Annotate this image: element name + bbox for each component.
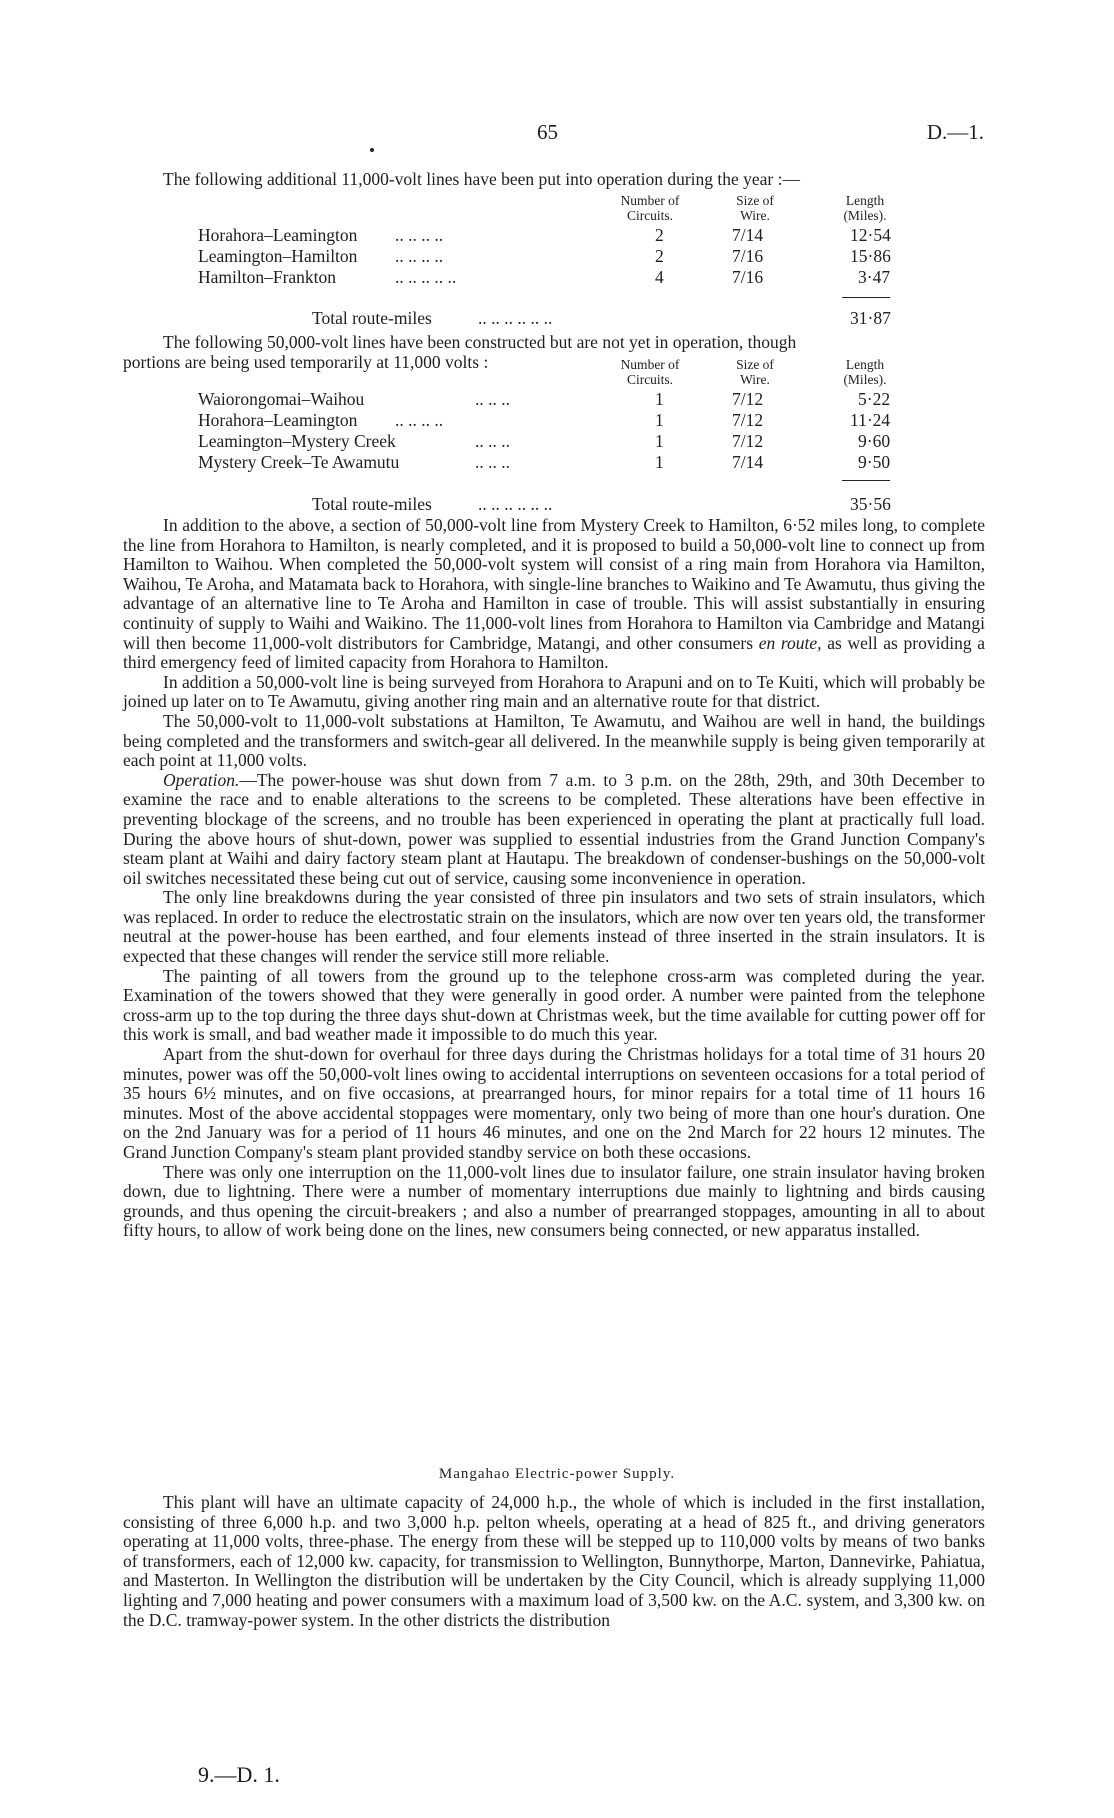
- operation-label: Operation.: [163, 769, 240, 790]
- paragraph-extension: [123, 516, 985, 673]
- print-mark: [370, 148, 374, 152]
- total-rule: [842, 297, 890, 298]
- paragraph-breakdowns: The only line breakdowns during the year consisted of three pin insulators and two sets of strain insulators, which was replaced. In order to reduce the electrostatic strain on the insulators, which are now over ten years old, the transformer neutral at the power-house has been earthed, and four elements instead of three inserted in the strain insulators. It is expected that these changes will render the service still more reliable.: [123, 887, 985, 967]
- length-value: 12·54: [850, 225, 891, 245]
- paragraph-text: —The power-house was shut down from 7 a.m. to 3 p.m. on the 28th, 29th, and 30th December to examine the race and to enable alterations to the screens to be completed. These alterations have been effective in preventing blockage of the screens, and no trouble has been experienced in operating the plant at practically full load. During the above hours of shut-down, power was supplied to essential industries from the Grand Junction Company's steam plant at Waihi and dairy factory steam plant at Hautapu. The breakdown of condenser-bushings on the 50,000-volt oil switches necessitated these being cut out of service, causing some inconvenience in operation.: [123, 769, 985, 888]
- total-label: Total route-miles: [312, 494, 432, 514]
- wire-value: 7/12: [732, 431, 764, 451]
- paragraph-painting: The painting of all towers from the ground up to the telephone cross-arm was completed during the year. Examination of the towers showed that they were generally in good order. A number were painted from the telephone cross-arm up to the top during the three days shut-down at Christmas week, but the time available for cutting power off for this work is small, and bad weather made it impossible to do much this year.: [123, 965, 985, 1045]
- leader-dots: .. .. .. .. ..: [395, 267, 457, 287]
- header-wire-line1: Size of: [736, 357, 774, 372]
- leader-dots: .. .. ..: [475, 389, 510, 409]
- table-row: [0, 225, 1114, 245]
- route-name: Hamilton–Frankton: [198, 267, 337, 287]
- header-circuits-line1: Number of: [620, 193, 680, 208]
- italic-phrase: en route,: [758, 632, 822, 653]
- length-value: 11·24: [850, 410, 891, 430]
- header-length-line2: (Miles).: [843, 208, 887, 223]
- table-row: [0, 410, 1114, 430]
- intro-11kv: The following additional 11,000-volt lines have been put into operation during the year :—: [163, 169, 800, 189]
- leader-dots: .. .. .. ..: [395, 246, 444, 266]
- route-name: Leamington–Hamilton: [198, 246, 358, 266]
- mangahao-text: [123, 1493, 985, 1630]
- header-length-line1: Length: [845, 193, 885, 208]
- circuits-value: 1: [655, 431, 664, 451]
- header-circuits-line2: Circuits.: [626, 208, 674, 223]
- page-footer: 9.—D. 1.: [198, 1762, 280, 1787]
- header-wire-50kv: [720, 357, 790, 387]
- header-length-line2: (Miles).: [843, 372, 887, 387]
- header-wire-line1: Size of: [736, 193, 774, 208]
- total-row: [0, 494, 1114, 514]
- page-number: 65: [537, 120, 558, 144]
- document-reference: D.—1.: [926, 120, 984, 144]
- route-name: Horahora–Leamington: [198, 225, 358, 245]
- leader-dots: .. .. ..: [475, 452, 510, 472]
- wire-value: 7/12: [732, 389, 764, 409]
- length-value: 15·86: [850, 246, 891, 266]
- table-row: [0, 431, 1114, 451]
- intro-50kv-line2: portions are being used temporarily at 11,000 volts :: [123, 352, 489, 372]
- circuits-value: 2: [655, 225, 664, 245]
- wire-value: 7/14: [732, 225, 764, 245]
- header-circuits-11kv: [605, 193, 695, 223]
- paragraph-text: In addition to the above, a section of 50,000-volt line from Mystery Creek to Hamilton, 6·52 miles long, to complete the line from Horahora to Hamilton, is nearly completed, and it is proposed to build a 50,000-volt line to connect up from Hamilton to Waihou. When completed the 50,000-volt system will consist of a ring main from Horahora via Hamilton, Waihou, Te Aroha, and Matamata back to Horahora, with single-line branches to Waikino and Te Awamutu, thus giving the advantage of an alternative line to Te Aroha and Hamilton in case of trouble. This will assist substantially in ensuring continuity of supply to Waihi and Waikino. The 11,000-volt lines from Horahora to Hamilton via Cambridge and Matangi will then become 11,000-volt distributors for Cambridge, Matangi, and other consumers: [123, 515, 985, 653]
- circuits-value: 1: [655, 389, 664, 409]
- wire-value: 7/16: [732, 267, 764, 287]
- total-value: 35·56: [850, 494, 891, 514]
- intro-50kv-line1: The following 50,000-volt lines have been constructed but are not yet in operation, though: [163, 332, 797, 352]
- header-length-line1: Length: [845, 357, 885, 372]
- total-label: Total route-miles: [312, 308, 432, 328]
- table-row: [0, 389, 1114, 409]
- length-value: 9·60: [858, 431, 891, 451]
- page-header: [0, 120, 1114, 150]
- paragraph-operation: [123, 771, 985, 889]
- header-wire-line2: Wire.: [740, 208, 770, 223]
- length-value: 9·50: [858, 452, 891, 472]
- header-circuits-line2: Circuits.: [626, 372, 674, 387]
- section-heading: Mangahao Electric-power Supply.: [438, 1466, 676, 1482]
- header-circuits-50kv: [605, 357, 695, 387]
- wire-value: 7/12: [732, 410, 764, 430]
- header-circuits-line1: Number of: [620, 357, 680, 372]
- table-row: [0, 452, 1114, 472]
- table-row: [0, 267, 1114, 287]
- body-text: [123, 516, 985, 1241]
- total-row: [0, 308, 1114, 328]
- route-name: Leamington–Mystery Creek: [198, 431, 396, 451]
- leader-dots: .. .. .. ..: [395, 410, 444, 430]
- route-name: Mystery Creek–Te Awamutu: [198, 452, 400, 472]
- circuits-value: 2: [655, 246, 664, 266]
- paragraph-substations: The 50,000-volt to 11,000-volt substations at Hamilton, Te Awamutu, and Waihou are well in hand, the buildings being completed and the transformers and switch-gear all delivered. In the meanwhile supply is being given temporarily at each point at 11,000 volts.: [123, 710, 985, 771]
- header-wire-line2: Wire.: [740, 372, 770, 387]
- header-length-11kv: [825, 193, 905, 223]
- leader-dots: .. .. .. .. .. ..: [478, 494, 553, 514]
- total-value: 31·87: [850, 308, 891, 328]
- circuits-value: 4: [655, 267, 664, 287]
- table-row: [0, 246, 1114, 266]
- wire-value: 7/14: [732, 452, 764, 472]
- wire-value: 7/16: [732, 246, 764, 266]
- leader-dots: .. .. .. .. .. ..: [478, 308, 553, 328]
- route-name: Waiorongomai–Waihou: [198, 389, 365, 409]
- circuits-value: 1: [655, 410, 664, 430]
- route-name: Horahora–Leamington: [198, 410, 358, 430]
- circuits-value: 1: [655, 452, 664, 472]
- paragraph-arapuni: In addition a 50,000-volt line is being surveyed from Horahora to Arapuni and on to Te Kuiti, which will probably be joined up later on to Te Awamutu, giving another ring main and an alternative route for that district.: [123, 671, 985, 712]
- leader-dots: .. .. ..: [475, 431, 510, 451]
- header-wire-11kv: [720, 193, 790, 223]
- paragraph-text: as well as providing a third emergency feed of limited capacity from Horahora to Hamilton.: [123, 632, 985, 673]
- length-value: 5·22: [858, 389, 891, 409]
- paragraph-shutdown: Apart from the shut-down for overhaul for three days during the Christmas holidays for a total time of 31 hours 20 minutes, power was off the 50,000-volt lines owing to accidental interruptions on seventeen occasions for a total period of 35 hours 6½ minutes, and on five occasions, at prearranged hours, for minor repairs for a total time of 11 hours 16 minutes. Most of the above accidental stoppages were momentary, only two being of more than one hour's duration. One on the 2nd January was for a period of 11 hours 46 minutes, and one on the 2nd March for 22 hours 12 minutes. The Grand Junction Company's steam plant provided standby service on both these occasions.: [123, 1044, 985, 1162]
- paragraph-mangahao: This plant will have an ultimate capacity of 24,000 h.p., the whole of which is included in the first installation, consisting of three 6,000 h.p. and two 3,000 h.p. pelton wheels, operating at a head of 825 ft., and driving generators operating at 11,000 volts, three-phase. The energy from these will be stepped up to 110,000 volts by means of two banks of transformers, each of 12,000 kw. capacity, for transmission to Wellington, Bunnythorpe, Marton, Dannevirke, Pahiatua, and Masterton. In Wellington the distribution will be undertaken by the City Council, which is already supplying 11,000 lighting and 7,000 heating and power consumers with a maximum load of 3,500 kw. on the A.C. system, and 3,300 kw. on the D.C. tramway-power system. In the other districts the distribution: [123, 1492, 985, 1630]
- total-rule: [842, 480, 890, 481]
- length-value: 3·47: [858, 267, 891, 287]
- header-length-50kv: [825, 357, 905, 387]
- paragraph-interruptions: There was only one interruption on the 11,000-volt lines due to insulator failure, one strain insulator having broken down, due to lightning. There were a number of momentary interruptions due mainly to lightning and birds causing grounds, and thus opening the circuit-breakers ; and also a number of prearranged stoppages, amounting in all to about fifty hours, to allow of work being done on the lines, new consumers being connected, or new apparatus installed.: [123, 1161, 985, 1241]
- leader-dots: .. .. .. ..: [395, 225, 444, 245]
